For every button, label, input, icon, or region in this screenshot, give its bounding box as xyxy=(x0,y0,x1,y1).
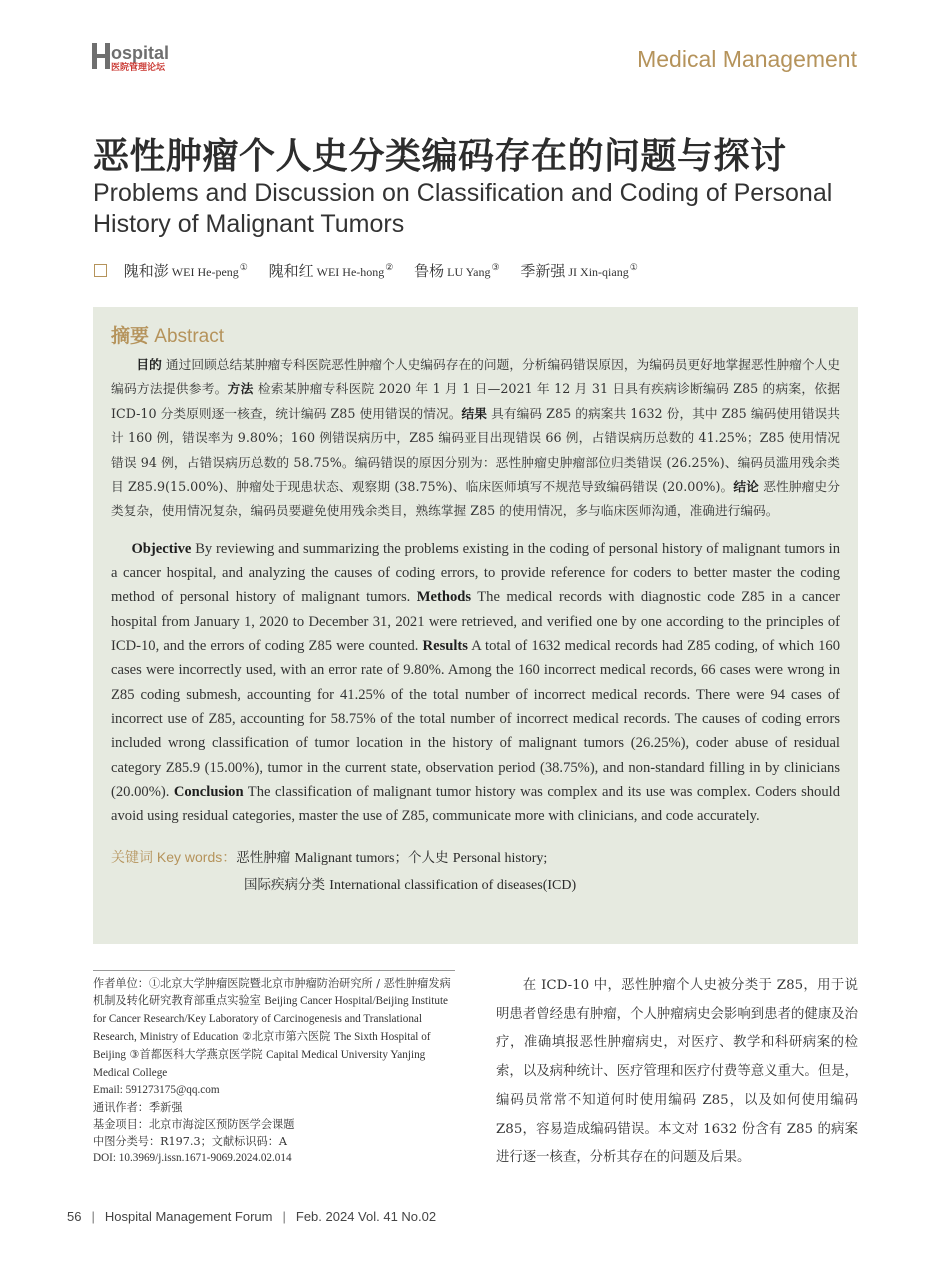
abstract-english: Objective By reviewing and summarizing the problems existing in the coding of personal history of malignant tumors in a cancer hospital, and analyzing the causes of coding errors, to provide reference for coders to better master the coding method of personal history of malignant tumors. Methods The medical records with diagnostic code Z85 in a cancer hospital from January 1, 2020 to December 31, 2021 were retrieved, and verified one by one according to the principles of ICD-10, and the errors of coding Z85 were counted. Results A total of 1632 medical records had Z85 coding, of which 160 cases were incorrectly used, with an error rate of 9.80%. Among the 160 incorrect medical records, 66 cases were wrong in Z85 coding submesh, accounting for 41.25% of the total number of incorrect medical records. There were 94 cases of incorrect use of Z85, accounting for 58.75% of the total number of incorrect medical records. The causes of coding errors included wrong classification of tumor location in the history of malignant tumors (26.25%), coder abuse of residual category Z85.9 (15.00%), tumor in the current state, observation period (38.75%), and non-standard filling in by clinicians (20.00%). Conclusion The classification of malignant tumor history was complex and its use was complex. Coders should avoid using residual categories, master the use of Z85, communicate more with clinicians, and code accurately. xyxy=(111,540,840,825)
author: 隗和红 WEI He-hong② xyxy=(268,262,394,280)
logo-subtext: 医院管理论坛 xyxy=(111,63,166,73)
author-list xyxy=(94,260,654,281)
footnote-doi: DOI: 10.3969/j.issn.1671-9069.2024.02.014 xyxy=(93,1152,292,1164)
page-footer: 56 | Hospital Management Forum | Feb. 2024 Vol. 41 No.02 xyxy=(67,1209,437,1224)
page-number: 56 xyxy=(67,1209,82,1224)
journal-name: Hospital Management Forum xyxy=(104,1209,273,1224)
issue-info: Feb. 2024 Vol. 41 No.02 xyxy=(295,1209,437,1224)
author-footnote: 作者单位：①北京大学肿瘤医院暨北京市肿瘤防治研究所 / 恶性肿瘤发病机制及转化研究教育部重点实验室 Beijing Cancer Hospital/Beijing Institute for Cancer Research/Key Laboratory of Carcinogenesis and Translational Research, Ministry of Education ②北京市第六医院 The Sixth Hospital of Beijing ③首都医科大学燕京医学院 Capital Medical University Yanjing Medical College Email: 591273175@qq.com 通讯作者：季新强 基金项目：北京市海淀区预防医学会课题 中图分类号：R197.3；文献标识码：A DOI: 10.3969/j.issn.1671-9069.2024.02.014 xyxy=(93,970,455,1167)
journal-logo xyxy=(92,40,182,76)
square-bullet-icon xyxy=(94,264,107,277)
footnote-clc: 中图分类号：R197.3；文献标识码：A xyxy=(93,1135,287,1148)
abstract-box xyxy=(93,307,858,944)
keywords: 关键词 Key words：恶性肿瘤 Malignant tumors；个人史 Personal history; 国际疾病分类 International classification of diseases(ICD) xyxy=(111,849,577,894)
body-paragraph: 在 ICD-10 中，恶性肿瘤个人史被分类于 Z85，用于说明患者曾经患有肿瘤，个人肿瘤病史会影响到患者的健康及治疗，准确填报恶性肿瘤病史，对医疗、教学和科研病案的检索，以及病种统计、医疗管理和医疗付费等意义重大。但是，编码员常常不知道何时使用编码 Z85，以及如何使用编码 Z85，容易造成编码错误。本文对 1632 份含有 Z85 的病案进行逐一核查，分析其存在的问题及后果。 xyxy=(496,978,858,1166)
abstract-chinese: 目的 通过回顾总结某肿瘤专科医院恶性肿瘤个人史编码存在的问题，分析编码错误原因，为编码员更好地掌握恶性肿瘤个人史编码方法提供参考。方法 检索某肿瘤专科医院 2020 年 1 月 1 日—2021 年 12 月 31 日具有疾病诊断编码 Z85 的病案，依据 ICD-10 分类原则逐一核查，统计编码 Z85 使用错误的情况。结果 具有编码 Z85 的病案共 1632 份，其中 Z85 编码使用错误共计 160 例，错误率为 9.80%；160 例错误病历中，Z85 编码亚目出现错误 66 例，占错误病历总数的 41.25%；Z85 使用情况错误 94 例，占错误病历总数的 58.75%。编码错误的原因分别为：恶性肿瘤史肿瘤部位归类错误 (26.25%)、编码员滥用残余类目 Z85.9(15.00%)、肿瘤处于现患状态、观察期 (38.75%)、临床医师填写不规范导致编码错误 (20.00%)。结论 恶性肿瘤史分类复杂，使用情况复杂，编码员要避免使用残余类目，熟练掌握 Z85 的使用情况，多与临床医师沟通，准确进行编码。 xyxy=(111,357,841,519)
footnote-corresponding: 通讯作者：季新强 xyxy=(93,1101,183,1114)
author: 鲁杨 LU Yang③ xyxy=(414,262,500,280)
abstract-heading: 摘要 Abstract xyxy=(111,325,224,347)
section-label: Medical Management xyxy=(637,46,857,72)
author: 季新强 JI Xin-qiang① xyxy=(520,262,638,280)
title-chinese: 恶性肿瘤个人史分类编码存在的问题与探讨 xyxy=(93,136,787,177)
footnote-email: Email: 591273175@qq.com xyxy=(93,1084,220,1096)
title-english: Problems and Discussion on Classification and Coding of Personal History of Malignant Tumors xyxy=(93,179,833,238)
footnote-fund: 基金项目：北京市海淀区预防医学会课题 xyxy=(93,1118,295,1131)
logo-text: ospital xyxy=(111,43,170,63)
author: 隗和澎 WEI He-peng① xyxy=(123,262,248,280)
